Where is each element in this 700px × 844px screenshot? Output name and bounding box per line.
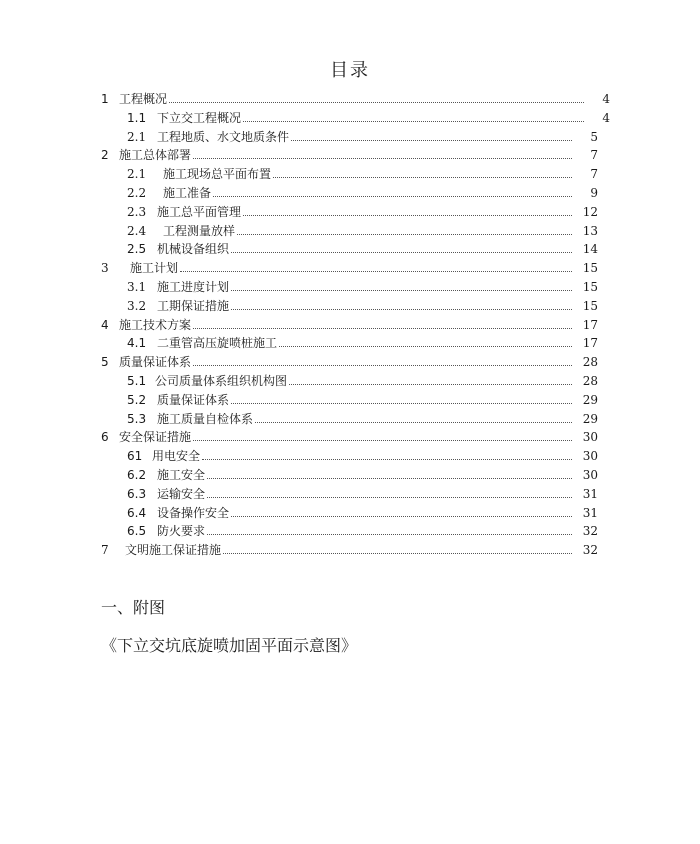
- toc-entry-page: 5: [590, 129, 598, 144]
- appendix-item: 《下立交坑底旋喷加固平面示意图》: [101, 636, 358, 655]
- toc-entry[interactable]: [0, 541, 700, 559]
- toc-dot-leader: [193, 158, 572, 159]
- toc-entry-title: 用电安全: [152, 449, 201, 464]
- page-title: 目录: [330, 60, 370, 81]
- toc-dot-leader: [231, 309, 572, 310]
- toc-entry[interactable]: [0, 316, 700, 334]
- toc-entry-title: 防火要求: [157, 524, 206, 539]
- toc-entry-title: 安全保证措施: [119, 430, 192, 445]
- toc-entry-number: 1.1: [127, 110, 147, 125]
- toc-entry-number: 2.5: [127, 242, 147, 257]
- toc-entry-title: 二重管高压旋喷桩施工: [157, 336, 278, 351]
- toc-entry-title: 工期保证措施: [157, 298, 230, 313]
- toc-entry-number: 6.2: [127, 468, 147, 482]
- toc-entry-number: 2.4: [127, 223, 147, 238]
- toc-entry-title: 施工总平面管理: [157, 204, 242, 219]
- toc-entry-page: 7: [590, 148, 598, 163]
- toc-entry[interactable]: [0, 428, 700, 446]
- toc-dot-leader: [207, 497, 572, 498]
- toc-entry[interactable]: [0, 485, 700, 503]
- toc-entry-title: 施工总体部署: [119, 148, 192, 163]
- toc-dot-leader: [169, 102, 584, 103]
- toc-entry[interactable]: [0, 278, 700, 296]
- toc-entry[interactable]: [0, 146, 700, 164]
- toc-entry[interactable]: [0, 259, 700, 277]
- toc-entry-title: 施工进度计划: [157, 280, 230, 294]
- toc-entry-page: 17: [582, 336, 598, 351]
- toc-entry-page: 17: [582, 317, 598, 332]
- toc-entry-number: 6: [101, 430, 109, 445]
- toc-dot-leader: [231, 290, 572, 291]
- toc-dot-leader: [207, 534, 572, 535]
- toc-entry-page: 28: [582, 355, 598, 370]
- toc-entry-title: 设备操作安全: [157, 505, 230, 520]
- toc-entry[interactable]: [0, 240, 700, 258]
- toc-entry-title: 施工安全: [157, 468, 206, 482]
- toc-entry-page: 7: [590, 167, 598, 182]
- toc-entry[interactable]: [0, 222, 700, 240]
- toc-entry-page: 15: [582, 280, 598, 294]
- toc-entry-page: 31: [582, 486, 598, 501]
- toc-dot-leader: [202, 459, 572, 460]
- toc-entry[interactable]: [0, 504, 700, 522]
- toc-entry-title: 质量保证体系: [119, 355, 192, 370]
- toc-entry-title: 公司质量体系组织机构图: [155, 374, 288, 388]
- toc-dot-leader: [193, 328, 572, 329]
- toc-dot-leader: [207, 478, 572, 479]
- toc-entry-page: 29: [582, 411, 598, 426]
- appendix-heading: 一、附图: [101, 598, 166, 617]
- toc-dot-leader: [231, 403, 572, 404]
- toc-entry-page: 15: [582, 261, 598, 276]
- toc-entry-page: 9: [590, 186, 598, 200]
- toc-entry-number: 2: [101, 148, 109, 163]
- toc-entry-number: 5.2: [127, 392, 147, 407]
- toc-entry[interactable]: [0, 203, 700, 221]
- toc-entry-page: 4: [602, 92, 610, 106]
- toc-entry-title: 质量保证体系: [157, 392, 230, 407]
- toc-entry-number: 5.3: [127, 411, 147, 426]
- toc-entry-title: 工程测量放样: [163, 223, 236, 238]
- toc-dot-leader: [273, 177, 572, 178]
- toc-entry-number: 6.3: [127, 486, 147, 501]
- toc-entry[interactable]: [0, 353, 700, 371]
- toc-entry[interactable]: [0, 391, 700, 409]
- toc-dot-leader: [231, 516, 572, 517]
- toc-entry[interactable]: [0, 522, 700, 540]
- toc-dot-leader: [291, 140, 572, 141]
- toc-entry-number: 6.5: [127, 524, 147, 539]
- toc-entry-page: 12: [582, 204, 598, 219]
- toc-entry-number: 7: [101, 543, 109, 558]
- toc-entry[interactable]: [0, 410, 700, 428]
- toc-entry-title: 施工质量自检体系: [157, 411, 254, 426]
- toc-dot-leader: [255, 422, 572, 423]
- toc-dot-leader: [243, 215, 572, 216]
- toc-entry-number: 2.1: [127, 129, 147, 144]
- toc-entry-number: 6.4: [127, 505, 147, 520]
- toc-entry[interactable]: [0, 109, 700, 127]
- toc-entry[interactable]: [0, 466, 700, 484]
- toc-entry[interactable]: [0, 372, 700, 390]
- toc-entry[interactable]: [0, 165, 700, 183]
- toc-entry-title: 机械设备组织: [157, 242, 230, 257]
- toc-entry-page: 30: [582, 430, 598, 445]
- toc-entry[interactable]: [0, 90, 700, 108]
- toc-entry-page: 30: [582, 449, 598, 464]
- toc-entry-title: 工程概况: [119, 92, 168, 106]
- toc-entry-page: 15: [582, 298, 598, 313]
- toc-entry-page: 32: [582, 543, 598, 558]
- toc-entry-title: 施工现场总平面布置: [163, 167, 272, 182]
- toc-entry-number: 4.1: [127, 336, 147, 351]
- toc-entry-number: 5.1: [127, 374, 147, 388]
- toc-dot-leader: [223, 553, 572, 554]
- toc-entry-number: 61: [127, 449, 143, 464]
- toc-entry-title: 施工技术方案: [119, 317, 192, 332]
- toc-entry-number: 3.1: [127, 280, 147, 294]
- toc-entry-page: 4: [602, 110, 610, 125]
- toc-entry-number: 1: [101, 92, 109, 106]
- toc-dot-leader: [213, 196, 572, 197]
- toc-entry-title: 工程地质、水文地质条件: [157, 129, 290, 144]
- toc-entry-number: 2.2: [127, 186, 147, 200]
- toc-entry-number: 3: [101, 261, 109, 276]
- toc-dot-leader: [289, 384, 572, 385]
- toc-entry-page: 14: [582, 242, 598, 257]
- toc-entry-page: 29: [582, 392, 598, 407]
- toc-dot-leader: [193, 440, 572, 441]
- toc-entry-page: 13: [582, 223, 598, 238]
- toc-entry-page: 30: [582, 468, 598, 482]
- toc-entry-title: 施工准备: [163, 186, 212, 200]
- toc-entry-title: 运输安全: [157, 486, 206, 501]
- toc-entry-page: 31: [582, 505, 598, 520]
- toc-dot-leader: [193, 365, 572, 366]
- toc-entry[interactable]: [0, 297, 700, 315]
- toc-entry-number: 2.1: [127, 167, 147, 182]
- toc-entry-title: 文明施工保证措施: [125, 543, 222, 558]
- toc-entry-number: 2.3: [127, 204, 147, 219]
- toc-entry-title: 下立交工程概况: [157, 110, 242, 125]
- toc-dot-leader: [231, 252, 572, 253]
- toc-entry-number: 5: [101, 355, 109, 370]
- toc-dot-leader: [180, 271, 572, 272]
- toc-entry[interactable]: [0, 447, 700, 465]
- toc-entry-page: 28: [582, 374, 598, 388]
- toc-entry-title: 施工计划: [130, 261, 179, 276]
- toc-dot-leader: [237, 234, 572, 235]
- toc-dot-leader: [243, 121, 584, 122]
- toc-entry-page: 32: [582, 524, 598, 539]
- toc-entry-number: 4: [101, 317, 109, 332]
- toc-entry[interactable]: [0, 184, 700, 202]
- toc-entry[interactable]: [0, 334, 700, 352]
- toc-entry[interactable]: [0, 128, 700, 146]
- toc-entry-number: 3.2: [127, 298, 147, 313]
- toc-dot-leader: [279, 346, 572, 347]
